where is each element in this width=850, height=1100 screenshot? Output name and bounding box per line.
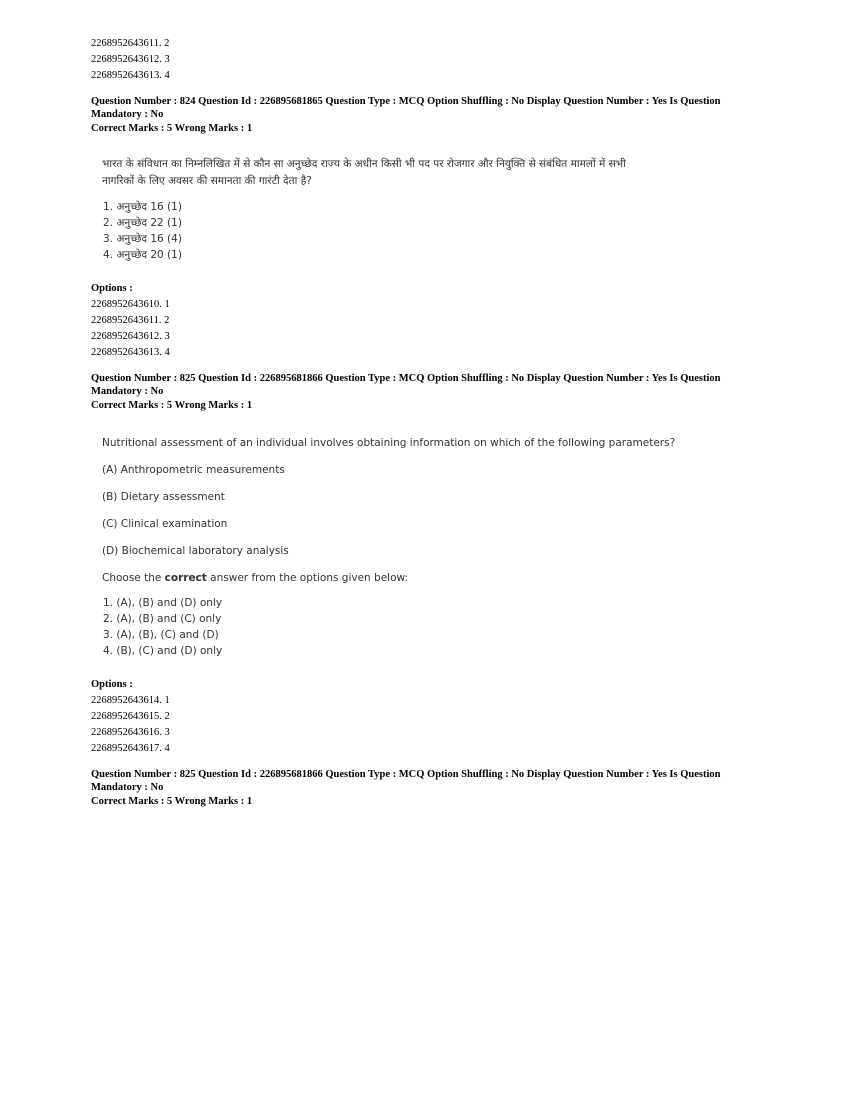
question-text-line: नागरिकों के लिए अवसर की समानता की गारंटी देता है?: [102, 175, 312, 187]
answer-choice: 2. अनुच्छेद 22 (1): [103, 217, 182, 229]
option-code: 2268952643615. 2: [91, 711, 170, 722]
option-code: 2268952643610. 1: [91, 299, 170, 310]
answer-choices: [102, 199, 771, 263]
choose-prefix: Choose the: [102, 572, 165, 584]
statement-item: (D) Biochemical laboratory analysis: [102, 545, 289, 557]
option-code: 2268952643613. 4: [91, 347, 170, 358]
choose-emphasis: correct: [164, 572, 207, 584]
question-marks: Correct Marks : 5 Wrong Marks : 1: [91, 796, 253, 807]
option-code: 2268952643611. 2: [91, 315, 170, 326]
question-825: [91, 373, 771, 757]
answer-choice: 3. (A), (B), (C) and (D): [103, 629, 219, 641]
statement-item: (C) Clinical examination: [102, 518, 228, 530]
question-825-repeat: [91, 769, 771, 809]
answer-choice: 3. अनुच्छेद 16 (4): [103, 233, 182, 245]
question-body: [91, 156, 771, 263]
question-mandatory: Mandatory : No: [91, 108, 164, 120]
question-marks: Correct Marks : 5 Wrong Marks : 1: [91, 400, 253, 411]
question-body: [91, 435, 771, 659]
previous-options-list: [91, 36, 771, 84]
question-text-line: भारत के संविधान का निम्नलिखित में से कौन सा अनुच्छेद राज्य के अधीन किसी भी पद पर रोजगार और नियुक्ति से संबंधित मामलों में सभी: [102, 158, 626, 170]
choose-instruction: [102, 570, 771, 586]
question-header: Question Number : 825 Question Id : 226895681866 Question Type : MCQ Option Shuffling : No Display Question Number : Yes Is Question: [91, 373, 721, 384]
question-header: Question Number : 824 Question Id : 226895681865 Question Type : MCQ Option Shuffling : No Display Question Number : Yes Is Question: [91, 96, 721, 107]
option-code: 2268952643612. 3: [91, 54, 170, 65]
choose-suffix: answer from the options given below:: [206, 572, 409, 584]
option-code: 2268952643612. 3: [91, 331, 170, 342]
question-marks: Correct Marks : 5 Wrong Marks : 1: [91, 123, 253, 134]
option-code: 2268952643614. 1: [91, 695, 170, 706]
document-page: [91, 36, 771, 809]
option-code: 2268952643617. 4: [91, 743, 170, 754]
statement-item: (B) Dietary assessment: [102, 491, 225, 503]
statement-item: (A) Anthropometric measurements: [102, 464, 285, 476]
answer-choice: 1. अनुच्छेद 16 (1): [103, 201, 182, 213]
answer-choice: 4. (B), (C) and (D) only: [103, 645, 223, 657]
answer-choices: [102, 595, 771, 659]
question-mandatory: Mandatory : No: [91, 385, 164, 397]
question-text: Nutritional assessment of an individual involves obtaining information on which of the following parameters?: [102, 437, 676, 449]
question-mandatory: Mandatory : No: [91, 781, 164, 793]
option-code: 2268952643613. 4: [91, 70, 170, 81]
option-code: 2268952643611. 2: [91, 38, 170, 49]
answer-choice: 1. (A), (B) and (D) only: [103, 597, 223, 609]
question-824: [91, 96, 771, 361]
options-label: Options :: [91, 283, 133, 294]
answer-choice: 2. (A), (B) and (C) only: [103, 613, 222, 625]
options-label: Options :: [91, 679, 133, 690]
option-code: 2268952643616. 3: [91, 727, 170, 738]
answer-choice: 4. अनुच्छेद 20 (1): [103, 249, 182, 261]
question-header: Question Number : 825 Question Id : 226895681866 Question Type : MCQ Option Shuffling : No Display Question Number : Yes Is Question: [91, 769, 721, 780]
